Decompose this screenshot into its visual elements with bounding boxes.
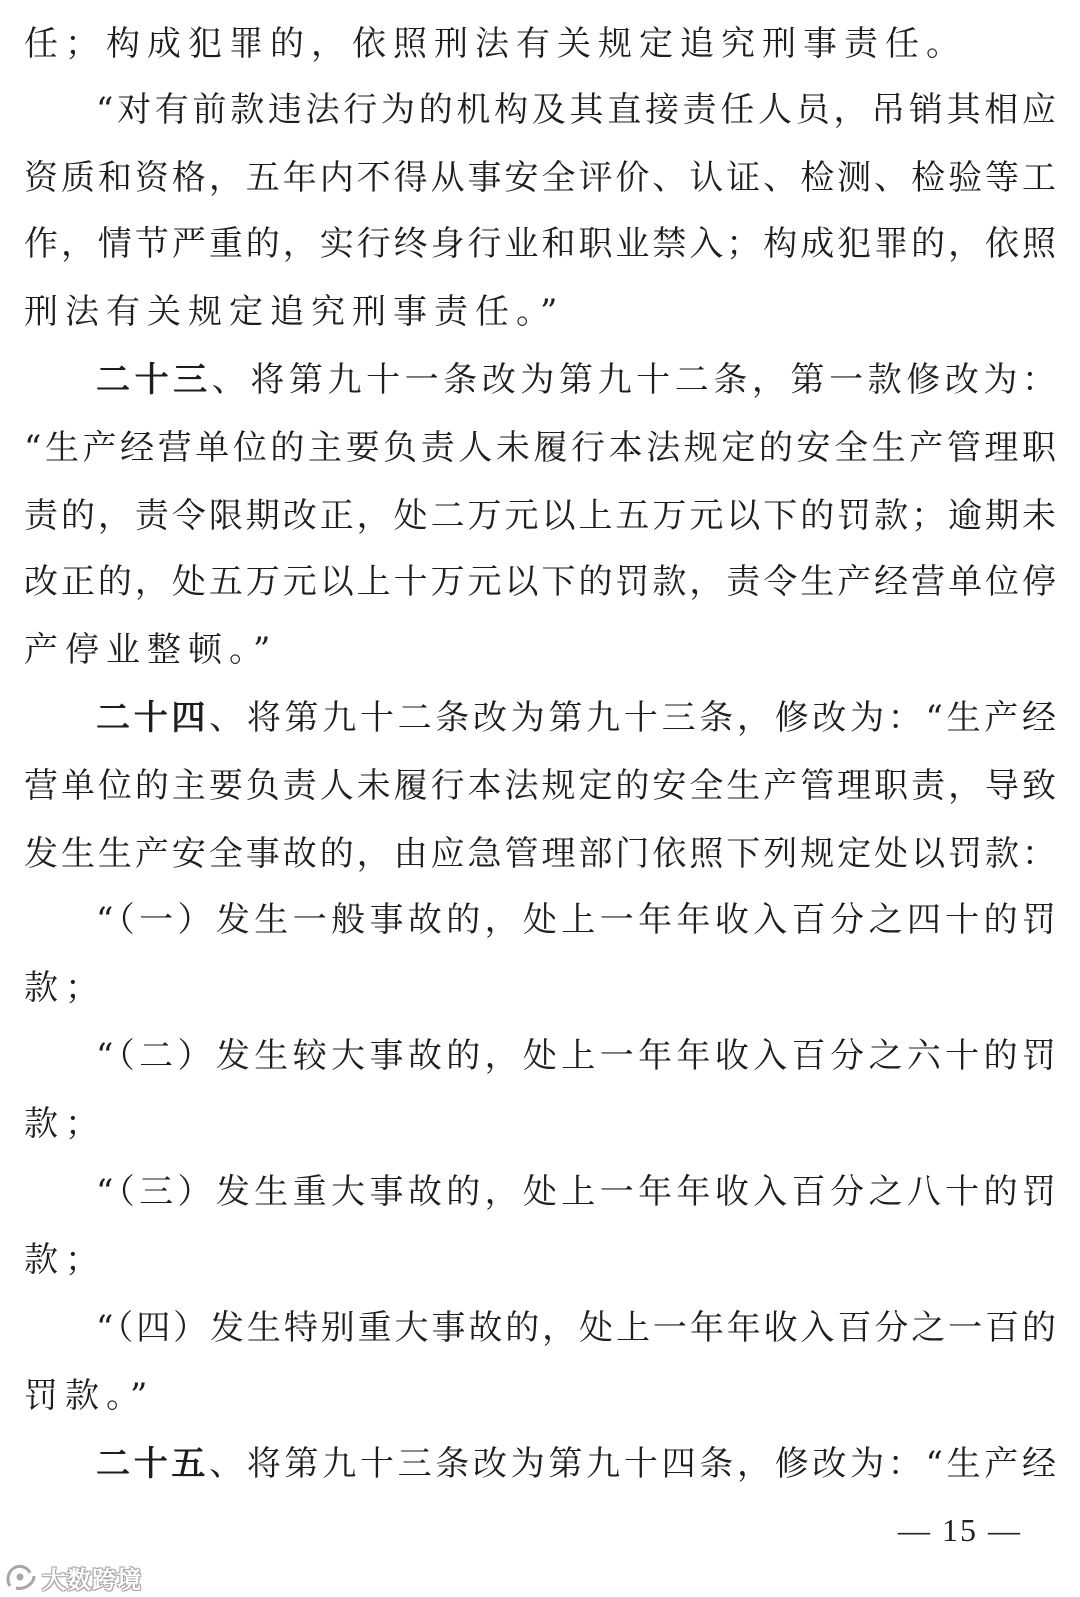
text-line-17: 款； [24,1104,106,1144]
text-line-20: “（四）发生特别重大事故的，处上一年年收入百分之一百的 [96,1308,1056,1348]
article-23-number: 二十三 [96,360,212,400]
text-line-15: 款； [24,968,106,1008]
watermark-text: 大数跨境 [42,1565,142,1594]
article-24-text: 、将第九十二条改为第九十三条，修改为：“生产经 [209,698,1057,738]
text-line-12: 营单位的主要负责人未履行本法规定的安全生产管理职责，导致 [24,766,1056,806]
text-line-5: 刑法有关规定追究刑事责任。” [24,292,565,332]
article-24-heading [96,688,1056,748]
article-23-text: 、将第九十一条改为第九十二条，第一款修改为： [211,360,1056,400]
text-line-2: “对有前款违法行为的机构及其直接责任人员，吊销其相应 [96,90,1056,130]
text-line-14: “（一）发生一般事故的，处上一年年收入百分之四十的罚 [96,900,1056,940]
text-line-19: 款； [24,1240,106,1280]
page-number: — 15 — [898,1512,1022,1548]
watermark-logo-icon [4,1562,38,1592]
text-line-18: “（三）发生重大事故的，处上一年年收入百分之八十的罚 [96,1172,1056,1212]
article-25-number: 二十五 [96,1444,210,1484]
text-line-9: 改正的，处五万元以上十万元以下的罚款，责令生产经营单位停 [24,562,1056,602]
text-line-13: 发生生产安全事故的，由应急管理部门依照下列规定处以罚款： [24,834,1056,874]
text-line-8: 责的，责令限期改正，处二万元以上五万元以下的罚款；逾期未 [24,496,1056,536]
text-line-10: 产停业整顿。” [24,630,278,670]
text-line-1: 任；构成犯罪的，依照刑法有关规定追究刑事责任。 [24,24,967,64]
article-24-number: 二十四 [96,698,210,738]
article-23-heading [96,350,1056,410]
text-line-4: 作，情节严重的，实行终身行业和职业禁入；构成犯罪的，依照 [24,224,1056,264]
article-25-text: 、将第九十三条改为第九十四条，修改为：“生产经 [209,1444,1057,1484]
text-line-7: “生产经营单位的主要负责人未履行本法规定的安全生产管理职 [24,428,1056,468]
watermark [4,1560,142,1594]
article-25-heading [96,1434,1056,1494]
text-line-16: “（二）发生较大事故的，处上一年年收入百分之六十的罚 [96,1036,1056,1076]
text-line-21: 罚款。” [24,1376,155,1416]
text-line-3: 资质和资格，五年内不得从事安全评价、认证、检测、检验等工 [24,158,1056,198]
